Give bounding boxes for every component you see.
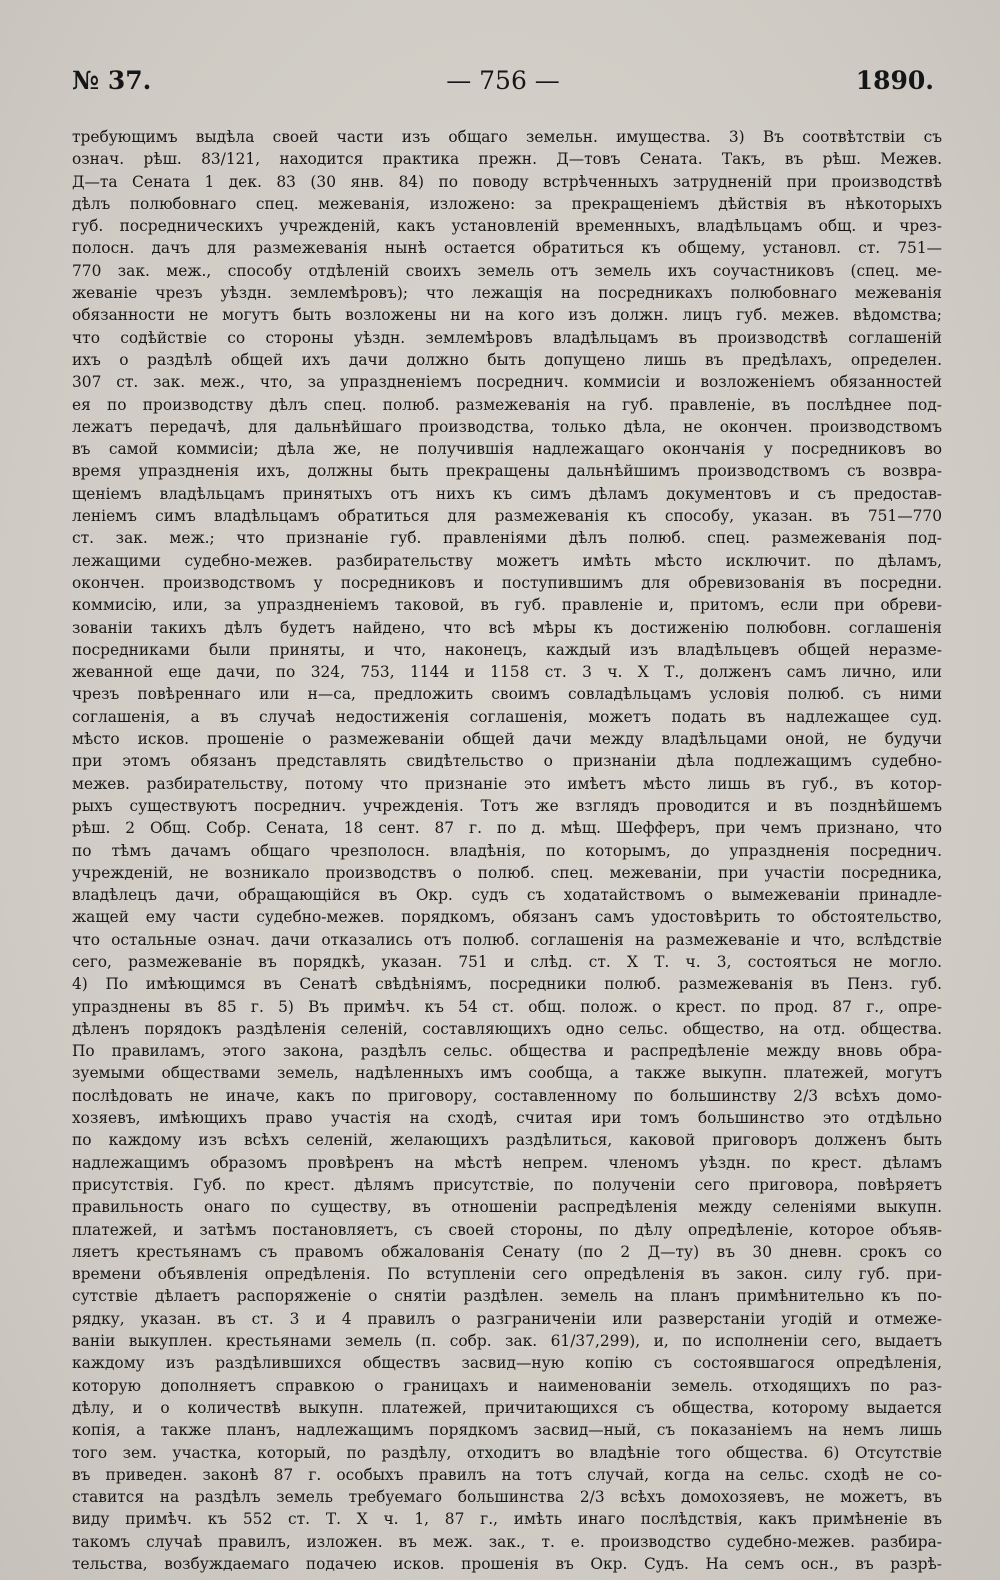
text-line: учрежденій, не возникало производствъ о полюб. спец. межеваніи, при участіи посредника, [72,863,942,882]
text-line: По правиламъ, этого закона, раздѣлъ сельс. общества и распредѣленіе между вновь обра- [72,1042,942,1061]
text-line: при этомъ обязанъ представлять свидѣтельство о признаніи дѣла подлежащимъ судебно- [72,752,942,771]
text-line: того зем. участка, который, по раздѣлу, отходитъ во владѣніе того общества. 6) Отсутствіе [72,1443,942,1462]
text-line: жащей ему части судебно-межев. порядкомъ, обязанъ самъ удостовѣрить то обстоятельство, [72,908,942,927]
text-line: ставится на раздѣлъ земель требуемаго большинства 2/3 всѣхъ домохозяевъ, не можетъ, въ [72,1488,942,1507]
text-line: владѣлецъ дачи, обращающійся въ Окр. судъ съ ходатайствомъ о вымежеваніи принадле- [72,886,942,905]
text-line: зуемыми обществами земель, надѣленныхъ имъ сообща, а также выкупн. платежей, могутъ [72,1064,942,1083]
text-line: означ. рѣш. 83/121, находится практика прежн. Д—товъ Сената. Такъ, въ рѣш. Межев. [72,150,942,169]
text-line: межев. разбирательству, потому что признаніе это имѣетъ мѣсто лишь въ губ., въ котор- [72,774,942,793]
text-line: щеніемъ владѣльцамъ принятыхъ отъ нихъ къ симъ дѣламъ документовъ и съ предостав- [72,484,942,503]
text-line: Д—та Сената 1 дек. 83 (30 янв. 84) по поводу встрѣченныхъ затрудненій при производствѣ [72,172,942,191]
text-line: хозяевъ, имѣющихъ право участія на сходѣ, считая ири томъ большинство это отдѣльно [72,1109,942,1128]
text-line: въ приведен. законѣ 87 г. особыхъ правилъ на тотъ случай, когда на сельс. сходѣ не со- [72,1465,942,1484]
text-line: зованіи такихъ дѣлъ будетъ найдено, что всѣ мѣры къ достиженію полюбовн. соглашенія [72,618,942,637]
text-line: ваніи выкуплен. крестьянами земель (п. собр. зак. 61/37,299), и, по исполненіи сего, выдаетъ [72,1332,942,1351]
text-line: по каждому изъ всѣхъ селеній, желающихъ раздѣлиться, каковой приговоръ долженъ быть [72,1131,942,1150]
text-line: дѣлъ полюбовнаго спец. межеванія, изложено: за прекращеніемъ дѣйствія въ нѣкоторыхъ [72,194,942,213]
text-line: присутствія. Губ. по крест. дѣлямъ присутствіе, по полученіи сего приговора, повѣряетъ [72,1175,942,1194]
text-line: сего, размежеваніе въ порядкѣ, указан. 751 и слѣд. ст. X Т. ч. 3, состояться не могло. [72,952,942,971]
text-line: послѣдовать не иначе, какъ по приговору, составленному по большинству 2/3 всѣхъ домо- [72,1086,942,1105]
text-line: тельства, возбуждаемаго подачею исков. прошенія въ Окр. Судъ. На семъ осн., въ разрѣ- [72,1555,942,1573]
text-line: требующимъ выдѣла своей части изъ общаго земельн. имущества. 3) Въ соотвѣтствіи съ [72,128,942,146]
year: 1890. [855,66,934,95]
text-line: рядку, указан. въ ст. 3 и 4 правилъ о разграниченіи или разверстаніи угодій и отмеже- [72,1309,942,1328]
page-header [72,66,934,106]
text-line: лежащими судебно-межев. разбирательству можетъ имѣть мѣсто исключит. по дѣламъ, [72,551,942,570]
text-line: по тѣмъ дачамъ общаго чрезполосн. владѣнія, по которымъ, до упраздненія посреднич. [72,841,942,860]
text-line: леніемъ симъ владѣльцамъ обратиться для размежеванія къ способу, указан. въ 751—770 [72,507,942,526]
text-line: коммисію, или, за упраздненіемъ таковой, въ губ. правленіе и, притомъ, если при обреви- [72,596,942,615]
text-line: обязанности не могутъ быть возложены ни на кого изъ должн. лицъ губ. межев. вѣдомства; [72,306,942,325]
page-number: — 756 — [446,66,560,95]
text-line: дѣлу, и о количествѣ выкупн. платежей, причитающихся съ общества, которому выдается [72,1398,942,1417]
text-line: ея по производству дѣлъ спец. полюб. размежеванія на губ. правленіе, въ послѣднее под- [72,395,942,414]
text-line: чрезъ повѣреннаго или н—са, предложить своимъ совладѣльцамъ условія полюб. съ ними [72,685,942,704]
text-line: окончен. производствомъ у посредниковъ и поступившимъ для обревизованія въ посредни. [72,573,942,592]
text-line: надлежащимъ образомъ провѣренъ на мѣстѣ непрем. членомъ уѣздн. по крест. дѣламъ [72,1153,942,1172]
text-line: такомъ случаѣ правилъ, изложен. въ меж. зак., т. е. производство судебно-межев. разбира- [72,1532,942,1551]
text-line: сутствіе дѣлаетъ распоряженіе о снятіи раздѣлен. земель на планъ примѣнительно къ по- [72,1287,942,1306]
text-line: полосн. дачъ для размежеванія нынѣ остается обратиться къ общему, установл. ст. 751— [72,239,942,258]
text-line: жеваніе чрезъ уѣздн. землемѣровъ); что лежащія на посредникахъ полюбовнаго межеванія [72,284,942,303]
text-line: что остальные означ. дачи отказались отъ полюб. соглашенія на размежеваніе и что, вслѣдствіе [72,930,942,949]
text-line: упразднены въ 85 г. 5) Въ примѣч. къ 54 ст. общ. полож. о крест. по прод. 87 г., опре- [72,997,942,1016]
text-line: ляетъ крестьянамъ съ правомъ обжалованія Сенату (по 2 Д—ту) въ 30 дневн. срокъ со [72,1242,942,1261]
text-line: жеванной еще дачи, по 324, 753, 1144 и 1158 ст. 3 ч. X Т., долженъ самъ лично, или [72,663,942,682]
text-line: рѣш. 2 Общ. Собр. Сената, 18 сент. 87 г. по д. мѣщ. Шефферъ, при чемъ признано, что [72,819,942,838]
text-line: правильность онаго по существу, въ отношеніи распредѣленія между селеніями выкупн. [72,1198,942,1217]
text-line: 4) По имѣющимся въ Сенатѣ свѣдѣніямъ, посредники полюб. размежеванія въ Пенз. губ. [72,975,942,994]
text-line: 770 зак. меж., способу отдѣленій своихъ земель отъ земель ихъ соучастниковъ (спец. ме- [72,261,942,280]
text-line: что содѣйствіе со стороны уѣздн. землемѣровъ владѣльцамъ въ производствѣ соглашеній [72,328,942,347]
text-line: мѣсто исков. прошеніе о размежеваніи общей дачи между владѣльцами оной, не будучи [72,730,942,749]
text-line: рыхъ существуютъ посреднич. учрежденія. Тотъ же взглядъ проводится и въ позднѣйшемъ [72,796,942,815]
text-line: времени объявленія опредѣленія. По вступленіи сего опредѣленія въ закон. силу губ. при- [72,1265,942,1284]
text-line: въ самой коммисіи; дѣла же, не получившія надлежащаго окончанія у посредниковъ во [72,440,942,459]
text-line: время упраздненія ихъ, должны быть прекращены дальнѣйшимъ производствомъ съ возвра- [72,462,942,481]
text-line: платежей, и затѣмъ постановляетъ, съ своей стороны, по дѣлу опредѣленіе, которое объяв- [72,1220,942,1239]
text-line: 307 ст. зак. меж., что, за упраздненіемъ посреднич. коммисіи и возложеніемъ обязанностей [72,373,942,392]
text-line: лежатъ передачѣ, для дальнѣйшаго производства, только дѣла, не окончен. производствомъ [72,417,942,436]
text-line: ст. зак. меж.; что признаніе губ. правленіями дѣлъ полюб. спец. размежеванія под- [72,529,942,548]
issue-number: № 37. [72,66,152,95]
text-line: каждому изъ раздѣлившихся обществъ засвид—ную копію съ состоявшагося опредѣленія, [72,1354,942,1373]
text-line: посредниками были приняты, и что, наконецъ, каждый изъ владѣльцевъ общей неразме- [72,640,942,659]
body-text [72,126,942,1573]
text-line: губ. посредническихъ учрежденій, какъ установленій временныхъ, владѣльцамъ общ. и чрез- [72,217,942,236]
text-line: которую дополняетъ справкою о границахъ и наименованіи земель. отходящихъ по раз- [72,1376,942,1395]
text-line: ихъ о раздѣлѣ общей ихъ дачи должно быть допущено лишь въ предѣлахъ, определен. [72,350,942,369]
text-line: дѣленъ порядокъ раздѣленія селеній, составляющихъ одно сельс. общество, на отд. общества. [72,1019,942,1038]
text-line: соглашенія, а въ случаѣ недостиженія соглашенія, можетъ подать въ надлежащее суд. [72,707,942,726]
text-line: копія, а также планъ, надлежащимъ порядкомъ засвид—ный, съ показаніемъ на немъ лишь [72,1421,942,1440]
text-line: виду примѣч. къ 552 ст. Т. X ч. 1, 87 г., имѣть инаго послѣдствія, какъ примѣненіе въ [72,1510,942,1529]
